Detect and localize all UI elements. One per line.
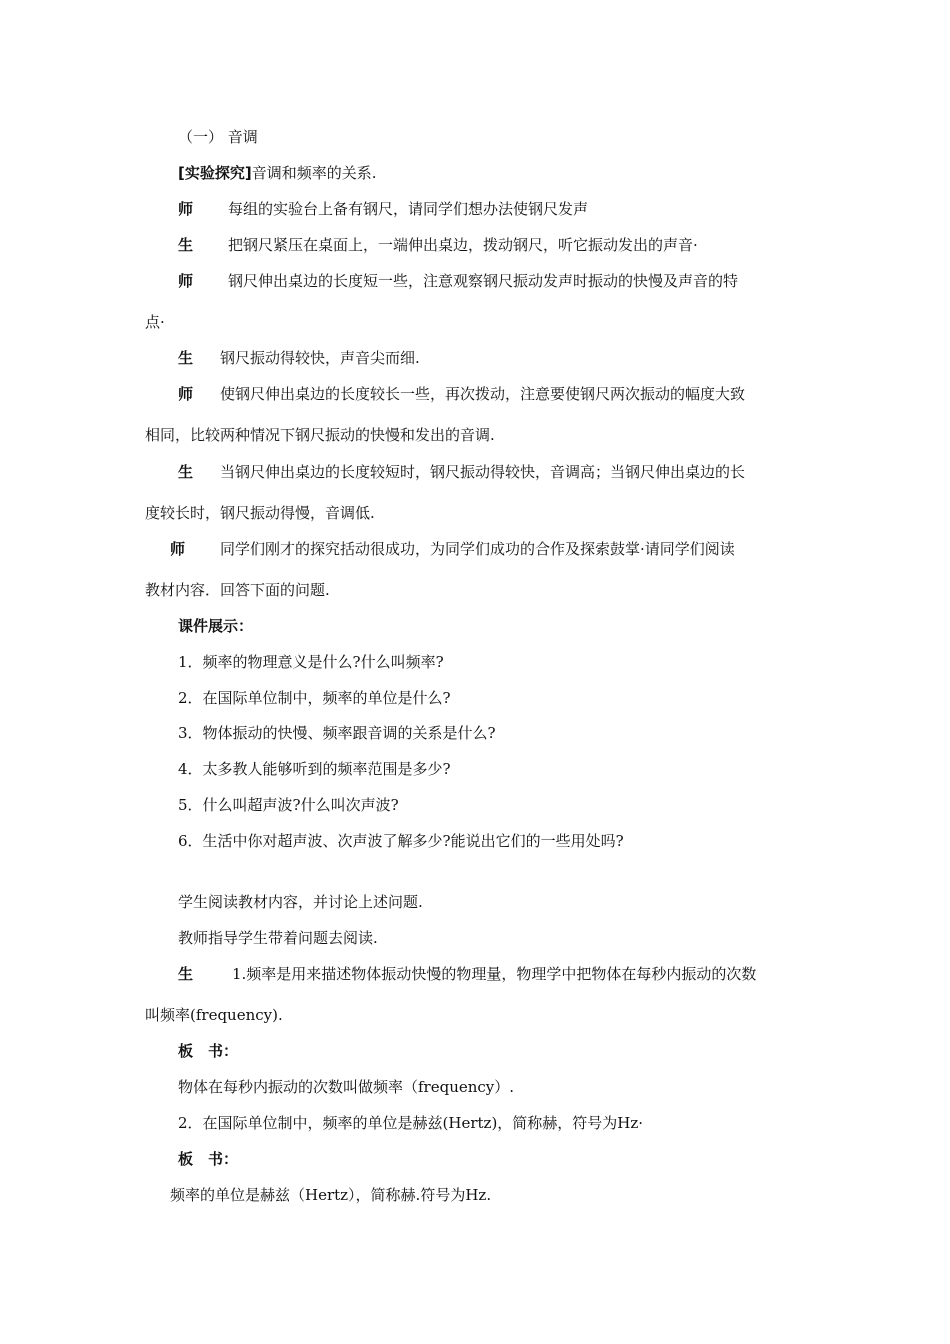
- question-item: 3．物体振动的快慢、频率跟音调的关系是什么?: [178, 724, 496, 742]
- experiment-text: 音调和频率的关系.: [251, 164, 377, 182]
- dialogue-continuation: 度较长时，钢尺振动得慢，音调低.: [145, 504, 375, 522]
- speaker-label: 师: [178, 385, 194, 403]
- dialogue-continuation: 点·: [145, 313, 165, 331]
- board-label: 板 书：: [178, 1150, 239, 1168]
- reading-line: 教师指导学生带着问题去阅读.: [178, 929, 378, 947]
- dialogue-student-3: [178, 462, 745, 482]
- question-item: 4．太多教人能够听到的频率范围是多少?: [178, 760, 451, 778]
- speaker-label: 生: [178, 349, 194, 367]
- speaker-label: 师: [170, 540, 186, 558]
- dialogue-continuation: 相同，比较两种情况下钢尺振动的快慢和发出的音调.: [145, 426, 495, 444]
- answer-2: 2．在国际单位制中，频率的单位是赫兹(Hertz)，简称赫，符号为Hz·: [178, 1114, 644, 1132]
- speaker-label: 师: [178, 272, 194, 290]
- board-text: 频率的单位是赫兹（Hertz），简称赫.符号为Hz.: [170, 1186, 492, 1204]
- dialogue-text: 把钢尺紧压在桌面上，一端伸出桌边，拨动钢尺，听它振动发出的声音·: [228, 236, 698, 254]
- answer-1: [178, 964, 756, 984]
- section-title: （一） 音调: [178, 128, 258, 146]
- dialogue-text: 钢尺伸出桌边的长度短一些，注意观察钢尺振动发声时振动的快慢及声音的特: [228, 272, 739, 290]
- dialogue-teacher-4: [170, 539, 735, 559]
- dialogue-continuation: 教材内容．回答下面的问题.: [145, 581, 330, 599]
- speaker-label: 生: [178, 965, 194, 983]
- experiment-label: [实验探究]: [178, 164, 252, 182]
- reading-line: 学生阅读教材内容，并讨论上述问题.: [178, 893, 423, 911]
- dialogue-teacher-1: [178, 199, 588, 219]
- dialogue-text: 当钢尺伸出桌边的长度较短时，钢尺振动得较快，音调高；当钢尺伸出桌边的长: [220, 463, 746, 481]
- dialogue-teacher-2: [178, 271, 738, 291]
- speaker-label: 生: [178, 463, 194, 481]
- dialogue-student-2: [178, 348, 420, 368]
- question-item: 2．在国际单位制中，频率的单位是什么?: [178, 689, 451, 707]
- board-text: 物体在每秒内振动的次数叫做频率（frequency）.: [178, 1078, 515, 1096]
- dialogue-teacher-3: [178, 384, 745, 404]
- question-item: 5．什么叫超声波?什么叫次声波?: [178, 796, 399, 814]
- board-label: 板 书：: [178, 1042, 239, 1060]
- dialogue-text: 使钢尺伸出桌边的长度较长一些，再次拨动，注意要使钢尺两次振动的幅度大致: [220, 385, 746, 403]
- speaker-label: 生: [178, 236, 194, 254]
- question-item: 6．生活中你对超声波、次声波了解多少?能说出它们的一些用处吗?: [178, 832, 624, 850]
- answer-continuation: 叫频率(frequency).: [145, 1006, 283, 1024]
- courseware-label: 课件展示：: [178, 617, 254, 635]
- dialogue-student-1: [178, 235, 698, 255]
- question-item: 1．频率的物理意义是什么?什么叫频率?: [178, 653, 444, 671]
- dialogue-text: 每组的实验台上备有钢尺，请同学们想办法使钢尺发声: [228, 200, 589, 218]
- answer-text: 1.频率是用来描述物体振动快慢的物理量，物理学中把物体在每秒内振动的次数: [232, 965, 757, 983]
- speaker-label: 师: [178, 200, 194, 218]
- dialogue-text: 钢尺振动得较快，声音尖而细.: [220, 349, 420, 367]
- experiment-line: [178, 163, 377, 183]
- dialogue-text: 同学们刚才的探究括动很成功，为同学们成功的合作及探索鼓掌·请同学们阅读: [220, 540, 735, 558]
